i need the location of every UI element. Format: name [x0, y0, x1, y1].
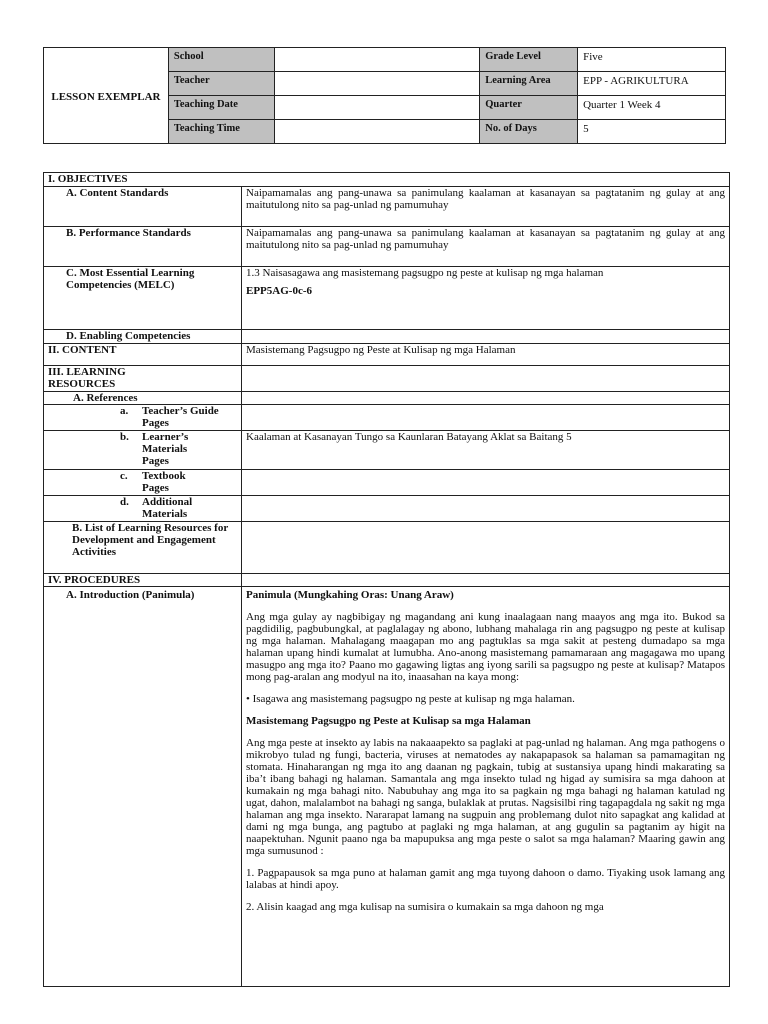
grade-level-value: Five [578, 48, 726, 72]
performance-standards-text: Naipamamalas ang pang-unawa sa panimulang kaalaman at kasanayan sa pagtatanim ng gulay at ang maitutulong nito sa pag-unlad ng pamumuhay [242, 227, 730, 267]
melc-label: C. Most Essential Learning Competencies (MELC) [44, 267, 242, 330]
learning-resources-heading: III. LEARNING RESOURCES [44, 366, 242, 392]
days-label: No. of Days [480, 120, 578, 144]
section-subtitle: Masistemang Pagsugpo ng Peste at Kulisap sa mga Halaman [246, 715, 531, 727]
school-value [274, 48, 480, 72]
school-label: School [168, 48, 274, 72]
content-text: Masistemang Pagsugpo ng Peste at Kulisap ng mga Halaman [242, 344, 730, 366]
textbook-pages-value [242, 470, 730, 496]
days-value: 5 [578, 120, 726, 144]
pests-paragraph: Ang mga peste at insekto ay labis na nakaaapekto sa paglaki at pag-unlad ng halaman. Ang mga pathogens o mikrobyo tulad ng fungi, bacteria, viruses at nematodes ay nakapapasok sa halaman sa pamamagitan ng stomata. Hinaharangan ng mga ito ang daanan ng pagkain, tubig at sustansiya upang hindi makarating sa iba’t ibang bahagi ng halaman. Samantala ang mga insekto tulad ng higad ay sumisira sa mga dahoon at kumakain ng mga bahagi nito. Nabubuhay ang mga ito sa pagkain ng mga bahagi ng halaman katulad ng ugat, dahon, malalambot na bahagi ng sanga, bulaklak at prutas. Nagsisilbi ring tagapagdala ng sakit ng mga halaman ang mga insekto. Nararapat lamang na sugpuin ang problemang dulot nito sapagkat ang kalidad at dami ng mga bunga, ang pagtubo at paglaki ng mga halaman, at ang gugulin sa pagtanim ay higit na naapektuhan. Ngunit paano nga ba mapupuksa ang mga peste o salot sa mga halaman? Maaring gawin ang mga sumusunod : [246, 737, 726, 857]
grade-level-label: Grade Level [480, 48, 578, 72]
teaching-time-label: Teaching Time [168, 120, 274, 144]
additional-materials-value [242, 496, 730, 522]
learning-resources-value [242, 366, 730, 392]
teachers-guide-value [242, 405, 730, 431]
additional-materials-label: d. Additional Materials [44, 496, 242, 522]
textbook-pages-label: c. Textbook Pages [44, 470, 242, 496]
introduction-label: A. Introduction (Panimula) [44, 587, 242, 987]
lesson-exemplar-title: LESSON EXEMPLAR [44, 48, 169, 144]
melc-text: 1.3 Naisasagawa ang masistemang pagsugpo ng peste at kulisap ng mga halaman [246, 267, 604, 279]
learning-area-label: Learning Area [480, 72, 578, 96]
learning-area-value: EPP - AGRIKULTURA [578, 72, 726, 96]
introduction-content [242, 587, 730, 987]
objective-bullet: • Isagawa ang masistemang pagsugpo ng peste at kulisap ng mga halaman. [246, 693, 575, 705]
list-of-resources-value [242, 522, 730, 574]
step-2: 2. Alisin kaagad ang mga kulisap na sumisira o kumakain sa mga dahoon ng mga [246, 901, 604, 913]
header-table [43, 47, 726, 144]
content-standards-text: Naipamamalas ang pang-unawa sa panimulang kaalaman at kasanayan sa pagtatanim ng gulay at ang maitutulong nito sa pag-unlad ng pamumuhay [242, 187, 730, 227]
step-1: 1. Pagpapausok sa mga puno at halaman gamit ang mga tuyong dahoon o damo. Tiyaking usok lamang ang lalabas at hindi apoy. [246, 867, 726, 891]
references-label: A. References [44, 392, 242, 405]
intro-paragraph: Ang mga gulay ay nagbibigay ng magandang ani kung inaalagaan nang maayos ang mga ito. Bukod sa pagdidilig, pagbubungkal, at paglalagay ng abono, lubhang mahalaga rin ang pagsugpo ng peste at kulisap ng mga halaman. Mahalagang maagapan mo ang pagtuklas sa mga sakit at pesteng dumadapo sa mga halaman upang hindi kumalat at lumubha. Ano-anong masistemang pamamaraan ang magagawa mo upang masugpo ang mga ito? Paano mo gagawing ligtas ang iyong sarili sa pagsugpo ng peste at kulisap? Matapos mong pag-aralan ang modyul na ito, inaasahan na kaya mong: [246, 611, 726, 683]
teacher-value [274, 72, 480, 96]
learners-materials-value: Kaalaman at Kasanayan Tungo sa Kaunlaran Batayang Aklat sa Baitang 5 [242, 431, 730, 470]
quarter-value: Quarter 1 Week 4 [578, 96, 726, 120]
melc-cell [242, 267, 730, 330]
quarter-label: Quarter [480, 96, 578, 120]
performance-standards-label: B. Performance Standards [44, 227, 242, 267]
references-value [242, 392, 730, 405]
procedures-heading: IV. PROCEDURES [44, 574, 242, 587]
content-standards-label: A. Content Standards [44, 187, 242, 227]
teaching-date-label: Teaching Date [168, 96, 274, 120]
content-heading: II. CONTENT [44, 344, 242, 366]
objectives-heading: I. OBJECTIVES [44, 173, 730, 187]
lesson-table [43, 172, 730, 987]
enabling-competencies-value [242, 330, 730, 344]
learners-materials-label: b. Learner’s Materials Pages [44, 431, 242, 470]
panimula-title: Panimula (Mungkahing Oras: Unang Araw) [246, 589, 454, 601]
melc-code: EPP5AG-0c-6 [246, 285, 312, 297]
teacher-label: Teacher [168, 72, 274, 96]
teaching-time-value [274, 120, 480, 144]
teaching-date-value [274, 96, 480, 120]
enabling-competencies-label: D. Enabling Competencies [44, 330, 242, 344]
list-of-resources-label: B. List of Learning Resources for Development and Engagement Activities [44, 522, 242, 574]
teachers-guide-label: a. Teacher’s Guide Pages [44, 405, 242, 431]
procedures-heading-value [242, 574, 730, 587]
